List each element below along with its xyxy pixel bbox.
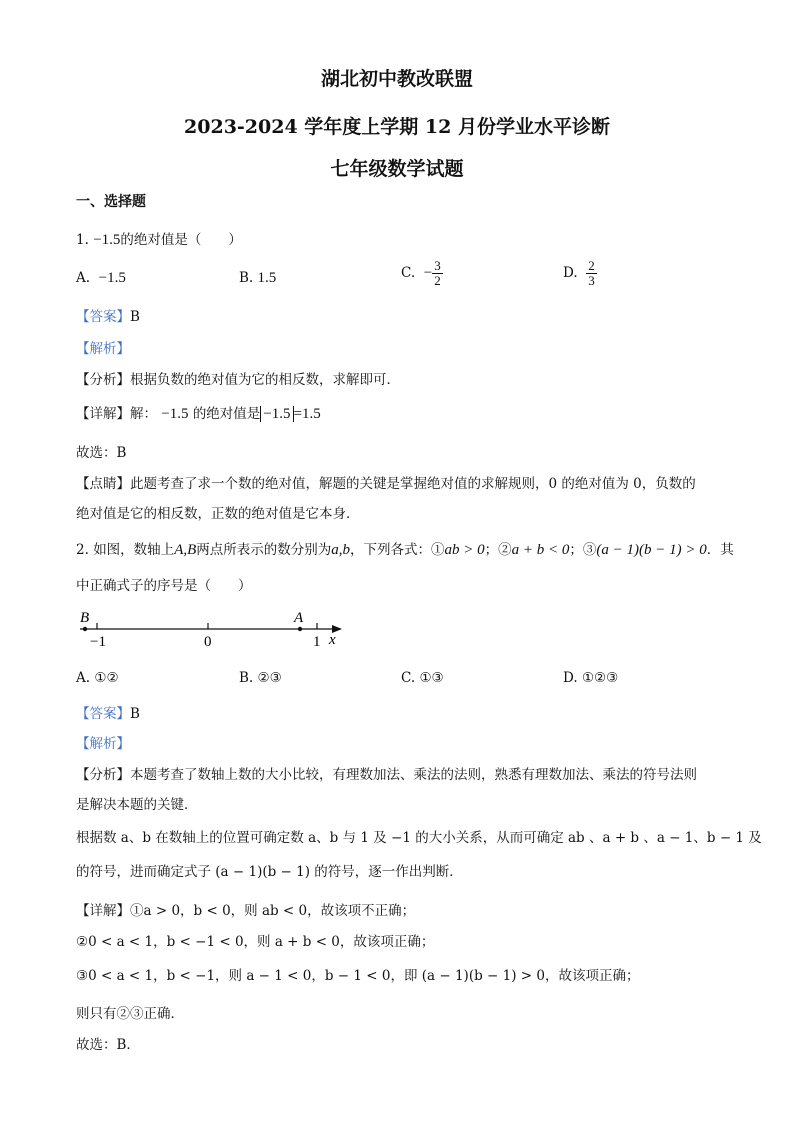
q2-detail-4: 则只有②③正确． xyxy=(76,1006,184,1022)
q1-analysis-tag: 【解析】 xyxy=(76,341,130,357)
axis-label-x: x xyxy=(329,632,336,648)
section-heading: 一、选择题 xyxy=(76,194,146,210)
q1-stem xyxy=(76,228,242,249)
q1-number: 1. xyxy=(76,232,89,248)
q1-stem-text: 的绝对值是（ ） xyxy=(120,232,242,248)
q1-option-d-fraction: $\frac{2}{3}$ xyxy=(588,258,595,288)
q1-choose: 故选：B xyxy=(76,445,127,461)
tick-label-0: 0 xyxy=(204,634,212,650)
q1-fenxi: 【分析】根据负数的绝对值为它的相反数，求解即可． xyxy=(76,372,400,388)
q2-paragraph-1: 根据数 a、b 在数轴上的位置可确定数 a、b 与 1 及 −1 的大小关系，从而可确定 ab 、a + b 、a − 1、b − 1 及 xyxy=(76,830,762,846)
q1-expr: −1.5 xyxy=(93,232,121,248)
q2-option-a: A. ①② xyxy=(76,670,119,686)
q2-detail-3: ③0 < a < 1，b < −1，则 a − 1 < 0，b − 1 < 0，即 (a − 1)(b − 1) > 0，故该项正确； xyxy=(76,968,640,984)
number-line-figure xyxy=(70,604,360,654)
q1-option-a: A. −1.5 xyxy=(76,270,126,286)
tick-label-1: 1 xyxy=(313,634,321,650)
q1-option-c-fraction: $\frac{3}{2}$ xyxy=(434,258,441,288)
q2-fenxi-1: 【分析】本题考查了数轴上数的大小比较，有理数加法、乘法的法则，熟悉有理数加法、乘法的符号法则 xyxy=(76,767,697,783)
point-b-label: B xyxy=(80,610,90,626)
q2-stem-2: 中正确式子的序号是（ ） xyxy=(76,578,252,594)
q2-option-d: D. ①②③ xyxy=(563,670,619,686)
point-b-dot xyxy=(83,627,87,631)
q2-detail-1: 【详解】①a > 0，b < 0，则 ab < 0，故该项不正确； xyxy=(76,903,416,919)
q2-paragraph-2: 的符号，进而确定式子 (a − 1)(b − 1) 的符号，逐一作出判断． xyxy=(76,864,463,880)
q2-answer: 【答案】B xyxy=(76,706,140,722)
q2-analysis-tag: 【解析】 xyxy=(76,736,130,752)
q2-option-b: B. ②③ xyxy=(239,670,282,686)
header-title-3: 七年级数学试题 xyxy=(330,158,464,180)
q2-option-c: C. ①③ xyxy=(401,670,444,686)
point-a-dot xyxy=(298,627,302,631)
q1-option-b: B. 1.5 xyxy=(239,270,277,286)
point-a-label: A xyxy=(294,610,304,626)
q1-option-c: C. − $\frac{3}{2}$ xyxy=(401,258,441,288)
q1-dianjing-1: 【点睛】此题考查了求一个数的绝对值，解题的关键是掌握绝对值的求解规则，0 的绝对值为 0，负数的 xyxy=(76,476,696,492)
header-title-2: 2023-2024 学年度上学期 12 月份学业水平诊断 xyxy=(184,116,610,138)
header-title-1: 湖北初中教改联盟 xyxy=(320,68,473,90)
q2-detail-2: ②0 < a < 1，b < −1 < 0，则 a + b < 0，故该项正确； xyxy=(76,934,435,950)
tick-label-minus-1: −1 xyxy=(90,634,106,650)
q2-fenxi-2: 是解决本题的关键． xyxy=(76,797,198,813)
q1-dianjing-2: 绝对值是它的相反数，正数的绝对值是它本身． xyxy=(76,506,360,522)
q1-answer: 【答案】B xyxy=(76,309,140,325)
q2-choose: 故选：B． xyxy=(76,1037,140,1053)
q2-stem-1: 2. 如图，数轴上A,B两点所表示的数分别为a,b，下列各式：①ab > 0；②a + b < 0；③(a − 1)(b − 1) > 0．其 xyxy=(76,542,734,558)
q1-xiangjie: 【详解】解： −1.5 的绝对值是 −1.5 =1.5 xyxy=(76,406,321,422)
q1-option-d: D. $\frac{2}{3}$ xyxy=(563,258,595,288)
